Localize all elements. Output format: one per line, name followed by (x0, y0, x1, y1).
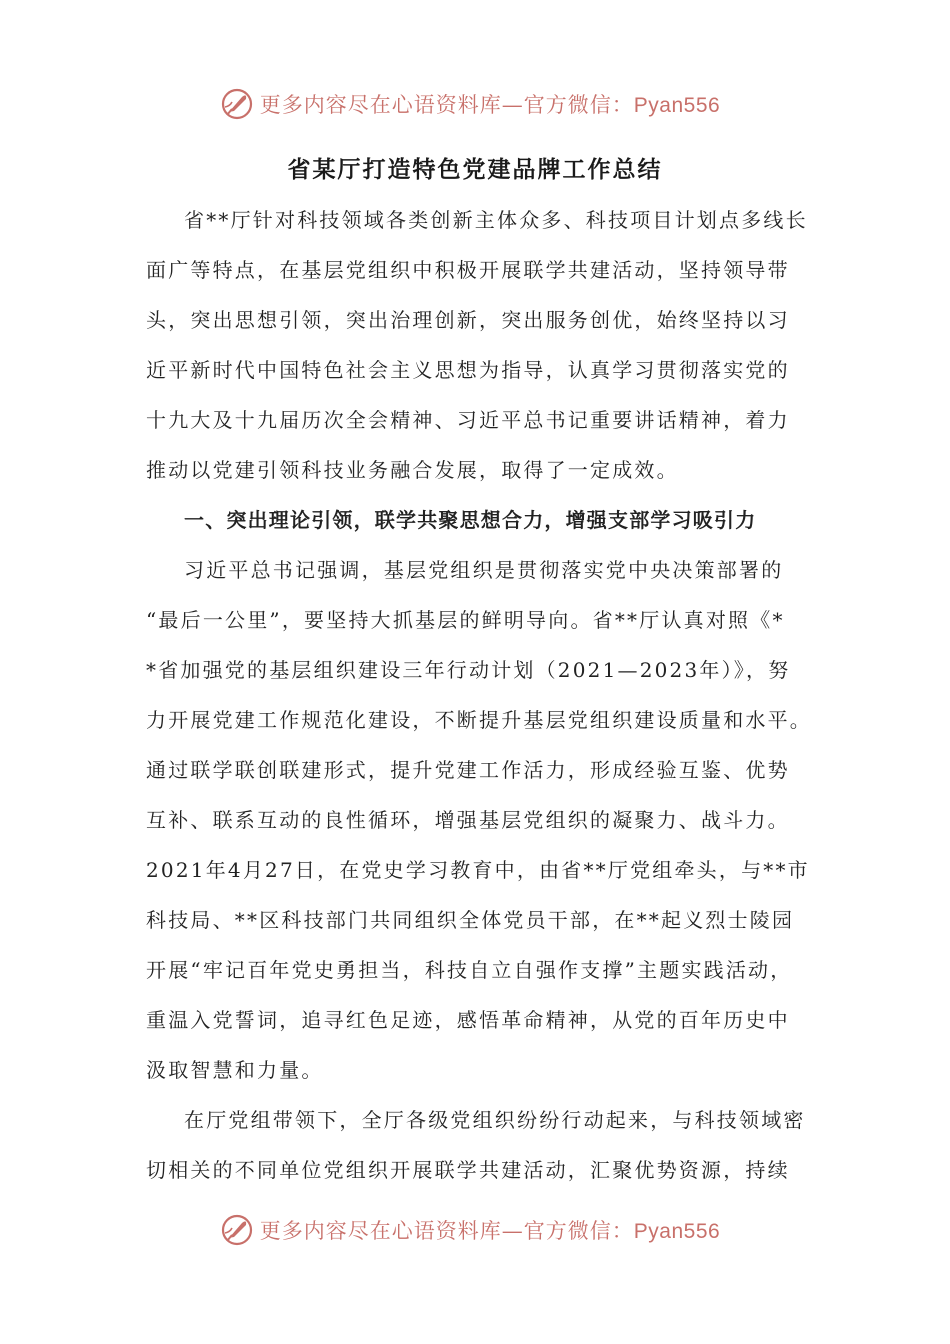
paragraph-line: 重温入党誓词，追寻红色足迹，感悟革命精神，从党的百年历史中 (146, 1008, 790, 1032)
footer-watermark (0, 1210, 950, 1250)
quill-pen-logo-icon (220, 87, 254, 121)
paragraph-line: 面广等特点，在基层党组织中积极开展联学共建活动，坚持领导带 (146, 258, 790, 282)
paragraph-line: 省**厅针对科技领域各类创新主体众多、科技项目计划点多线长 (184, 208, 808, 232)
paragraph-line: 切相关的不同单位党组织开展联学共建活动，汇聚优势资源，持续 (146, 1158, 790, 1182)
paragraph-line: 互补、联系互动的良性循环，增强基层党组织的凝聚力、战斗力。 (146, 808, 790, 832)
section-heading: 一、突出理论引领，联学共聚思想合力，增强支部学习吸引力 (184, 508, 757, 532)
quill-pen-logo-icon (220, 1213, 254, 1247)
header-watermark (0, 84, 950, 124)
paragraph-line: 头，突出思想引领，突出治理创新，突出服务创优，始终坚持以习 (146, 308, 790, 332)
watermark-text: 更多内容尽在心语资料库—官方微信：Pyan556 (259, 93, 721, 117)
paragraph-line: 习近平总书记强调，基层党组织是贯彻落实党中央决策部署的 (184, 558, 784, 582)
paragraph-line: 近平新时代中国特色社会主义思想为指导，认真学习贯彻落实党的 (146, 358, 790, 382)
paragraph-line: 科技局、**区科技部门共同组织全体党员干部，在**起义烈士陵园 (146, 908, 795, 932)
paragraph-line: “最后一公里”，要坚持大抓基层的鲜明导向。省**厅认真对照《* (146, 608, 785, 632)
paragraph-line: 十九大及十九届历次全会精神、习近平总书记重要讲话精神，着力 (146, 408, 790, 432)
paragraph-line: 开展“牢记百年党史勇担当，科技自立自强作支撑”主题实践活动， (146, 958, 793, 982)
paragraph-line: *省加强党的基层组织建设三年行动计划（2021—2023年）》，努 (146, 658, 791, 682)
paragraph-line: 推动以党建引领科技业务融合发展，取得了一定成效。 (146, 458, 679, 482)
paragraph-line: 通过联学联创联建形式，提升党建工作活力，形成经验互鉴、优势 (146, 758, 790, 782)
paragraph-line: 2021年4月27日，在党史学习教育中，由省**厅党组牵头，与**市 (146, 858, 810, 882)
watermark-text: 更多内容尽在心语资料库—官方微信：Pyan556 (259, 1219, 721, 1243)
document-title: 省某厅打造特色党建品牌工作总结 (287, 157, 663, 183)
paragraph-line: 在厅党组带领下，全厅各级党组织纷纷行动起来，与科技领域密 (184, 1108, 806, 1132)
paragraph-line: 汲取智慧和力量。 (146, 1058, 324, 1082)
paragraph-line: 力开展党建工作规范化建设，不断提升基层党组织建设质量和水平。 (146, 708, 812, 732)
document-body (146, 200, 812, 1200)
